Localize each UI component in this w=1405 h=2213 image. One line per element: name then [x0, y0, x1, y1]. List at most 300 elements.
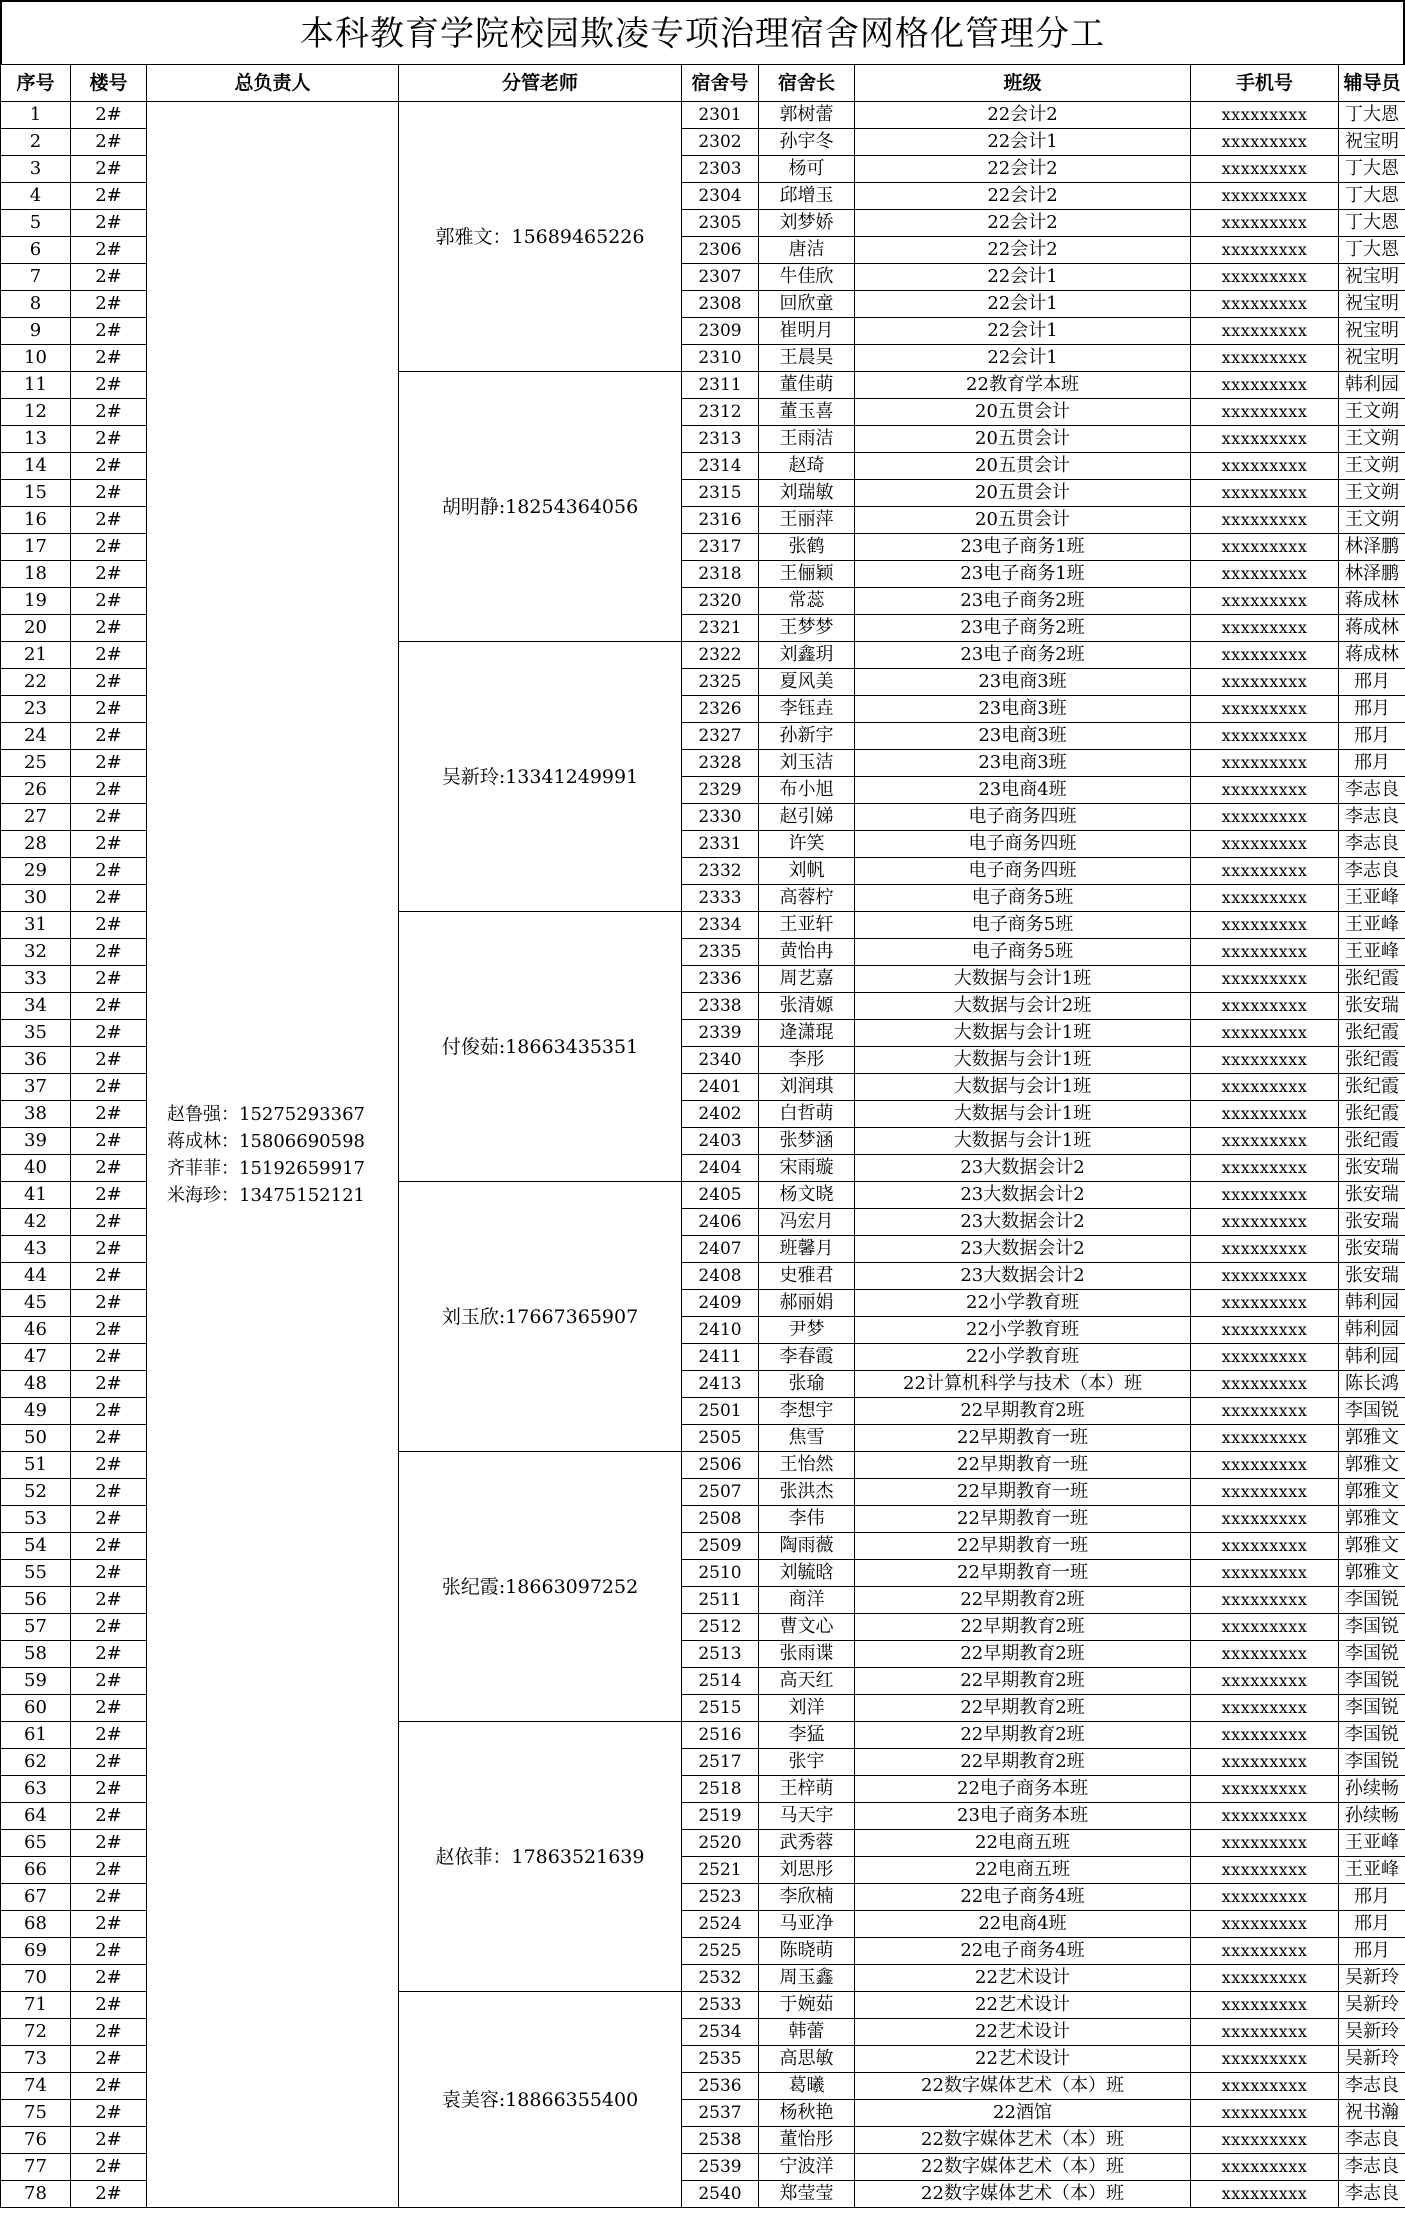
- building-cell: 2#: [71, 1560, 147, 1587]
- building-cell: 2#: [71, 1290, 147, 1317]
- class-cell: 大数据与会计1班: [855, 1020, 1191, 1047]
- class-cell: 22电子商务4班: [855, 1884, 1191, 1911]
- head-name-cell: 王梦梦: [759, 615, 855, 642]
- counselor-cell: 李志良: [1339, 2127, 1405, 2154]
- seq-cell: 62: [1, 1749, 71, 1776]
- building-cell: 2#: [71, 1695, 147, 1722]
- room-cell: 2403: [682, 1128, 759, 1155]
- header-cell: 手机号: [1191, 65, 1339, 102]
- class-cell: 22早期教育2班: [855, 1722, 1191, 1749]
- phone-cell: xxxxxxxxx: [1191, 534, 1339, 561]
- class-cell: 电子商务5班: [855, 912, 1191, 939]
- seq-cell: 51: [1, 1452, 71, 1479]
- document-title: 本科教育学院校园欺凌专项治理宿舍网格化管理分工: [0, 0, 1405, 64]
- head-name-cell: 韩蕾: [759, 2019, 855, 2046]
- room-cell: 2405: [682, 1182, 759, 1209]
- seq-cell: 63: [1, 1776, 71, 1803]
- counselor-cell: 郭雅文: [1339, 1452, 1405, 1479]
- head-name-cell: 王俪颖: [759, 561, 855, 588]
- counselor-cell: 郭雅文: [1339, 1506, 1405, 1533]
- class-cell: 22早期教育一班: [855, 1425, 1191, 1452]
- head-name-cell: 郝丽娟: [759, 1290, 855, 1317]
- seq-cell: 26: [1, 777, 71, 804]
- class-cell: 23大数据会计2: [855, 1155, 1191, 1182]
- head-name-cell: 王丽萍: [759, 507, 855, 534]
- seq-cell: 20: [1, 615, 71, 642]
- building-cell: 2#: [71, 1803, 147, 1830]
- room-cell: 2534: [682, 2019, 759, 2046]
- building-cell: 2#: [71, 966, 147, 993]
- room-cell: 2302: [682, 129, 759, 156]
- counselor-cell: 张纪霞: [1339, 1047, 1405, 1074]
- phone-cell: xxxxxxxxx: [1191, 1830, 1339, 1857]
- head-name-cell: 刘帆: [759, 858, 855, 885]
- room-cell: 2512: [682, 1614, 759, 1641]
- counselor-cell: 郭雅文: [1339, 1425, 1405, 1452]
- phone-cell: xxxxxxxxx: [1191, 1776, 1339, 1803]
- counselor-cell: 吴新玲: [1339, 2019, 1405, 2046]
- building-cell: 2#: [71, 480, 147, 507]
- head-name-cell: 孙新宇: [759, 723, 855, 750]
- leader-contact: 赵鲁强：15275293367: [167, 1103, 365, 1125]
- seq-cell: 60: [1, 1695, 71, 1722]
- seq-cell: 55: [1, 1560, 71, 1587]
- counselor-cell: 丁大恩: [1339, 183, 1405, 210]
- seq-cell: 10: [1, 345, 71, 372]
- room-cell: 2340: [682, 1047, 759, 1074]
- room-cell: 2506: [682, 1452, 759, 1479]
- class-cell: 大数据与会计1班: [855, 966, 1191, 993]
- head-name-cell: 李彤: [759, 1047, 855, 1074]
- phone-cell: xxxxxxxxx: [1191, 156, 1339, 183]
- phone-cell: xxxxxxxxx: [1191, 1668, 1339, 1695]
- class-cell: 23电商3班: [855, 669, 1191, 696]
- phone-cell: xxxxxxxxx: [1191, 696, 1339, 723]
- counselor-cell: 张纪霞: [1339, 1128, 1405, 1155]
- room-cell: 2320: [682, 588, 759, 615]
- head-name-cell: 逄潇琨: [759, 1020, 855, 1047]
- phone-cell: xxxxxxxxx: [1191, 885, 1339, 912]
- class-cell: 电子商务5班: [855, 939, 1191, 966]
- seq-cell: 58: [1, 1641, 71, 1668]
- counselor-cell: 邢月: [1339, 750, 1405, 777]
- class-cell: 22小学教育班: [855, 1317, 1191, 1344]
- head-name-cell: 杨秋艳: [759, 2100, 855, 2127]
- class-cell: 23大数据会计2: [855, 1263, 1191, 1290]
- seq-cell: 59: [1, 1668, 71, 1695]
- header-cell: 宿舍长: [759, 65, 855, 102]
- header-cell: 辅导员: [1339, 65, 1405, 102]
- class-cell: 22早期教育一班: [855, 1452, 1191, 1479]
- class-cell: 电子商务四班: [855, 804, 1191, 831]
- head-name-cell: 王亚轩: [759, 912, 855, 939]
- counselor-cell: 丁大恩: [1339, 102, 1405, 129]
- phone-cell: xxxxxxxxx: [1191, 1506, 1339, 1533]
- phone-cell: xxxxxxxxx: [1191, 1209, 1339, 1236]
- room-cell: 2325: [682, 669, 759, 696]
- counselor-cell: 丁大恩: [1339, 156, 1405, 183]
- phone-cell: xxxxxxxxx: [1191, 1047, 1339, 1074]
- class-cell: 22会计1: [855, 291, 1191, 318]
- counselor-cell: 邢月: [1339, 1938, 1405, 1965]
- room-cell: 2533: [682, 1992, 759, 2019]
- class-cell: 22早期教育2班: [855, 1695, 1191, 1722]
- seq-cell: 76: [1, 2127, 71, 2154]
- counselor-cell: 李国锐: [1339, 1587, 1405, 1614]
- class-cell: 22艺术设计: [855, 1992, 1191, 2019]
- teacher-cell: 吴新玲:13341249991: [399, 642, 682, 912]
- class-cell: 22会计2: [855, 237, 1191, 264]
- counselor-cell: 韩利园: [1339, 1317, 1405, 1344]
- seq-cell: 7: [1, 264, 71, 291]
- seq-cell: 38: [1, 1101, 71, 1128]
- head-name-cell: 牛佳欣: [759, 264, 855, 291]
- class-cell: 22会计1: [855, 129, 1191, 156]
- building-cell: 2#: [71, 1047, 147, 1074]
- seq-cell: 21: [1, 642, 71, 669]
- room-cell: 2304: [682, 183, 759, 210]
- class-cell: 22早期教育一班: [855, 1479, 1191, 1506]
- counselor-cell: 李国锐: [1339, 1722, 1405, 1749]
- counselor-cell: 张安瑞: [1339, 1263, 1405, 1290]
- seq-cell: 12: [1, 399, 71, 426]
- head-name-cell: 王怡然: [759, 1452, 855, 1479]
- teacher-cell: 胡明静:18254364056: [399, 372, 682, 642]
- counselor-cell: 蒋成林: [1339, 588, 1405, 615]
- head-name-cell: 张梦涵: [759, 1128, 855, 1155]
- phone-cell: xxxxxxxxx: [1191, 723, 1339, 750]
- seq-cell: 13: [1, 426, 71, 453]
- phone-cell: xxxxxxxxx: [1191, 1587, 1339, 1614]
- room-cell: 2333: [682, 885, 759, 912]
- phone-cell: xxxxxxxxx: [1191, 1965, 1339, 1992]
- counselor-cell: 林泽鹏: [1339, 534, 1405, 561]
- room-cell: 2519: [682, 1803, 759, 1830]
- head-name-cell: 杨文晓: [759, 1182, 855, 1209]
- class-cell: 23电商4班: [855, 777, 1191, 804]
- counselor-cell: 张纪霞: [1339, 1074, 1405, 1101]
- room-cell: 2404: [682, 1155, 759, 1182]
- teacher-cell: 赵依菲：17863521639: [399, 1722, 682, 1992]
- head-name-cell: 李欣楠: [759, 1884, 855, 1911]
- class-cell: 20五贯会计: [855, 426, 1191, 453]
- seq-cell: 77: [1, 2154, 71, 2181]
- class-cell: 22早期教育2班: [855, 1587, 1191, 1614]
- phone-cell: xxxxxxxxx: [1191, 210, 1339, 237]
- counselor-cell: 李国锐: [1339, 1695, 1405, 1722]
- head-name-cell: 杨可: [759, 156, 855, 183]
- room-cell: 2313: [682, 426, 759, 453]
- dorm-table: [0, 64, 1405, 2208]
- building-cell: 2#: [71, 912, 147, 939]
- class-cell: 大数据与会计1班: [855, 1101, 1191, 1128]
- building-cell: 2#: [71, 1209, 147, 1236]
- header-row: [1, 65, 1405, 102]
- class-cell: 22电子商务4班: [855, 1938, 1191, 1965]
- class-cell: 20五贯会计: [855, 480, 1191, 507]
- counselor-cell: 李国锐: [1339, 1641, 1405, 1668]
- phone-cell: xxxxxxxxx: [1191, 129, 1339, 156]
- head-name-cell: 史雅君: [759, 1263, 855, 1290]
- head-name-cell: 尹梦: [759, 1317, 855, 1344]
- counselor-cell: 李志良: [1339, 2154, 1405, 2181]
- phone-cell: xxxxxxxxx: [1191, 453, 1339, 480]
- head-name-cell: 唐洁: [759, 237, 855, 264]
- head-name-cell: 回欣童: [759, 291, 855, 318]
- seq-cell: 46: [1, 1317, 71, 1344]
- head-name-cell: 张清嫄: [759, 993, 855, 1020]
- head-name-cell: 董怡彤: [759, 2127, 855, 2154]
- counselor-cell: 李国锐: [1339, 1614, 1405, 1641]
- phone-cell: xxxxxxxxx: [1191, 1290, 1339, 1317]
- phone-cell: xxxxxxxxx: [1191, 1452, 1339, 1479]
- seq-cell: 40: [1, 1155, 71, 1182]
- room-cell: 2505: [682, 1425, 759, 1452]
- phone-cell: xxxxxxxxx: [1191, 804, 1339, 831]
- building-cell: 2#: [71, 723, 147, 750]
- counselor-cell: 郭雅文: [1339, 1533, 1405, 1560]
- seq-cell: 73: [1, 2046, 71, 2073]
- counselor-cell: 张安瑞: [1339, 1155, 1405, 1182]
- seq-cell: 25: [1, 750, 71, 777]
- room-cell: 2315: [682, 480, 759, 507]
- class-cell: 23电子商务2班: [855, 615, 1191, 642]
- head-name-cell: 白哲萌: [759, 1101, 855, 1128]
- phone-cell: xxxxxxxxx: [1191, 183, 1339, 210]
- phone-cell: xxxxxxxxx: [1191, 993, 1339, 1020]
- head-name-cell: 王雨洁: [759, 426, 855, 453]
- seq-cell: 74: [1, 2073, 71, 2100]
- class-cell: 22电商五班: [855, 1830, 1191, 1857]
- phone-cell: xxxxxxxxx: [1191, 480, 1339, 507]
- building-cell: 2#: [71, 1911, 147, 1938]
- counselor-cell: 丁大恩: [1339, 237, 1405, 264]
- building-cell: 2#: [71, 237, 147, 264]
- building-cell: 2#: [71, 588, 147, 615]
- counselor-cell: 李国锐: [1339, 1668, 1405, 1695]
- head-name-cell: 崔明月: [759, 318, 855, 345]
- counselor-cell: 王亚峰: [1339, 885, 1405, 912]
- class-cell: 22早期教育2班: [855, 1398, 1191, 1425]
- room-cell: 2307: [682, 264, 759, 291]
- counselor-cell: 丁大恩: [1339, 210, 1405, 237]
- phone-cell: xxxxxxxxx: [1191, 966, 1339, 993]
- seq-cell: 29: [1, 858, 71, 885]
- class-cell: 20五贯会计: [855, 399, 1191, 426]
- class-cell: 22早期教育2班: [855, 1614, 1191, 1641]
- seq-cell: 31: [1, 912, 71, 939]
- head-name-cell: 高天红: [759, 1668, 855, 1695]
- leader-contact: 齐菲菲：15192659917: [167, 1157, 365, 1179]
- counselor-cell: 邢月: [1339, 723, 1405, 750]
- phone-cell: xxxxxxxxx: [1191, 2181, 1339, 2208]
- building-cell: 2#: [71, 1101, 147, 1128]
- head-name-cell: 焦雪: [759, 1425, 855, 1452]
- phone-cell: xxxxxxxxx: [1191, 1749, 1339, 1776]
- seq-cell: 24: [1, 723, 71, 750]
- seq-cell: 14: [1, 453, 71, 480]
- building-cell: 2#: [71, 1155, 147, 1182]
- counselor-cell: 邢月: [1339, 1911, 1405, 1938]
- class-cell: 22会计2: [855, 156, 1191, 183]
- seq-cell: 17: [1, 534, 71, 561]
- phone-cell: xxxxxxxxx: [1191, 750, 1339, 777]
- building-cell: 2#: [71, 1317, 147, 1344]
- room-cell: 2501: [682, 1398, 759, 1425]
- phone-cell: xxxxxxxxx: [1191, 1155, 1339, 1182]
- room-cell: 2311: [682, 372, 759, 399]
- room-cell: 2511: [682, 1587, 759, 1614]
- counselor-cell: 张安瑞: [1339, 1236, 1405, 1263]
- room-cell: 2406: [682, 1209, 759, 1236]
- counselor-cell: 祝书瀚: [1339, 2100, 1405, 2127]
- phone-cell: xxxxxxxxx: [1191, 1884, 1339, 1911]
- head-name-cell: 董玉喜: [759, 399, 855, 426]
- seq-cell: 53: [1, 1506, 71, 1533]
- counselor-cell: 蒋成林: [1339, 642, 1405, 669]
- class-cell: 22艺术设计: [855, 2046, 1191, 2073]
- building-cell: 2#: [71, 1263, 147, 1290]
- phone-cell: xxxxxxxxx: [1191, 399, 1339, 426]
- phone-cell: xxxxxxxxx: [1191, 1074, 1339, 1101]
- head-name-cell: 夏风美: [759, 669, 855, 696]
- phone-cell: xxxxxxxxx: [1191, 561, 1339, 588]
- counselor-cell: 李志良: [1339, 858, 1405, 885]
- class-cell: 22会计2: [855, 183, 1191, 210]
- seq-cell: 56: [1, 1587, 71, 1614]
- leader-contact: 蒋成林：15806690598: [167, 1130, 365, 1152]
- building-cell: 2#: [71, 2181, 147, 2208]
- building-cell: 2#: [71, 615, 147, 642]
- head-name-cell: 曹文心: [759, 1614, 855, 1641]
- building-cell: 2#: [71, 1587, 147, 1614]
- phone-cell: xxxxxxxxx: [1191, 2100, 1339, 2127]
- header-cell: 分管老师: [399, 65, 682, 102]
- building-cell: 2#: [71, 1965, 147, 1992]
- phone-cell: xxxxxxxxx: [1191, 1695, 1339, 1722]
- head-name-cell: 邱增玉: [759, 183, 855, 210]
- head-name-cell: 刘毓晗: [759, 1560, 855, 1587]
- counselor-cell: 张安瑞: [1339, 993, 1405, 1020]
- building-cell: 2#: [71, 1506, 147, 1533]
- phone-cell: xxxxxxxxx: [1191, 1263, 1339, 1290]
- class-cell: 22早期教育一班: [855, 1506, 1191, 1533]
- header-cell: 班级: [855, 65, 1191, 102]
- head-name-cell: 王晨昊: [759, 345, 855, 372]
- room-cell: 2521: [682, 1857, 759, 1884]
- room-cell: 2312: [682, 399, 759, 426]
- phone-cell: xxxxxxxxx: [1191, 1533, 1339, 1560]
- counselor-cell: 邢月: [1339, 696, 1405, 723]
- building-cell: 2#: [71, 885, 147, 912]
- counselor-cell: 王文朔: [1339, 507, 1405, 534]
- room-cell: 2326: [682, 696, 759, 723]
- teacher-cell: 袁美容:18866355400: [399, 1992, 682, 2208]
- room-cell: 2308: [682, 291, 759, 318]
- phone-cell: xxxxxxxxx: [1191, 1020, 1339, 1047]
- counselor-cell: 祝宝明: [1339, 129, 1405, 156]
- phone-cell: xxxxxxxxx: [1191, 237, 1339, 264]
- table-row: [1, 102, 1405, 129]
- room-cell: 2339: [682, 1020, 759, 1047]
- room-cell: 2536: [682, 2073, 759, 2100]
- building-cell: 2#: [71, 1857, 147, 1884]
- counselor-cell: 韩利园: [1339, 1344, 1405, 1371]
- head-name-cell: 班馨月: [759, 1236, 855, 1263]
- seq-cell: 50: [1, 1425, 71, 1452]
- phone-cell: xxxxxxxxx: [1191, 264, 1339, 291]
- class-cell: 20五贯会计: [855, 453, 1191, 480]
- counselor-cell: 王文朔: [1339, 426, 1405, 453]
- seq-cell: 30: [1, 885, 71, 912]
- building-cell: 2#: [71, 939, 147, 966]
- seq-cell: 48: [1, 1371, 71, 1398]
- phone-cell: xxxxxxxxx: [1191, 1857, 1339, 1884]
- phone-cell: xxxxxxxxx: [1191, 1425, 1339, 1452]
- head-name-cell: 张瑜: [759, 1371, 855, 1398]
- head-name-cell: 郭树蕾: [759, 102, 855, 129]
- room-cell: 2309: [682, 318, 759, 345]
- room-cell: 2515: [682, 1695, 759, 1722]
- teacher-cell: 付俊茹:18663435351: [399, 912, 682, 1182]
- phone-cell: xxxxxxxxx: [1191, 1236, 1339, 1263]
- class-cell: 22数字媒体艺术（本）班: [855, 2073, 1191, 2100]
- building-cell: 2#: [71, 858, 147, 885]
- building-cell: 2#: [71, 669, 147, 696]
- room-cell: 2318: [682, 561, 759, 588]
- counselor-cell: 李志良: [1339, 777, 1405, 804]
- seq-cell: 27: [1, 804, 71, 831]
- head-name-cell: 高蓉柠: [759, 885, 855, 912]
- building-cell: 2#: [71, 1344, 147, 1371]
- room-cell: 2517: [682, 1749, 759, 1776]
- seq-cell: 70: [1, 1965, 71, 1992]
- class-cell: 23电子商务2班: [855, 588, 1191, 615]
- table-body: [1, 102, 1405, 2208]
- room-cell: 2335: [682, 939, 759, 966]
- header-cell: 总负责人: [147, 65, 399, 102]
- building-cell: 2#: [71, 129, 147, 156]
- class-cell: 电子商务四班: [855, 858, 1191, 885]
- seq-cell: 61: [1, 1722, 71, 1749]
- room-cell: 2513: [682, 1641, 759, 1668]
- building-cell: 2#: [71, 264, 147, 291]
- seq-cell: 69: [1, 1938, 71, 1965]
- seq-cell: 4: [1, 183, 71, 210]
- phone-cell: xxxxxxxxx: [1191, 1911, 1339, 1938]
- seq-cell: 71: [1, 1992, 71, 2019]
- phone-cell: xxxxxxxxx: [1191, 2046, 1339, 2073]
- building-cell: 2#: [71, 156, 147, 183]
- room-cell: 2306: [682, 237, 759, 264]
- head-name-cell: 刘玉洁: [759, 750, 855, 777]
- building-cell: 2#: [71, 453, 147, 480]
- head-name-cell: 马天宇: [759, 1803, 855, 1830]
- seq-cell: 52: [1, 1479, 71, 1506]
- head-name-cell: 李想宇: [759, 1398, 855, 1425]
- building-cell: 2#: [71, 1398, 147, 1425]
- building-cell: 2#: [71, 1371, 147, 1398]
- seq-cell: 2: [1, 129, 71, 156]
- head-name-cell: 武秀蓉: [759, 1830, 855, 1857]
- teacher-cell: 郭雅文：15689465226: [399, 102, 682, 372]
- building-cell: 2#: [71, 102, 147, 129]
- class-cell: 22电商4班: [855, 1911, 1191, 1938]
- room-cell: 2310: [682, 345, 759, 372]
- seq-cell: 42: [1, 1209, 71, 1236]
- phone-cell: xxxxxxxxx: [1191, 912, 1339, 939]
- seq-cell: 37: [1, 1074, 71, 1101]
